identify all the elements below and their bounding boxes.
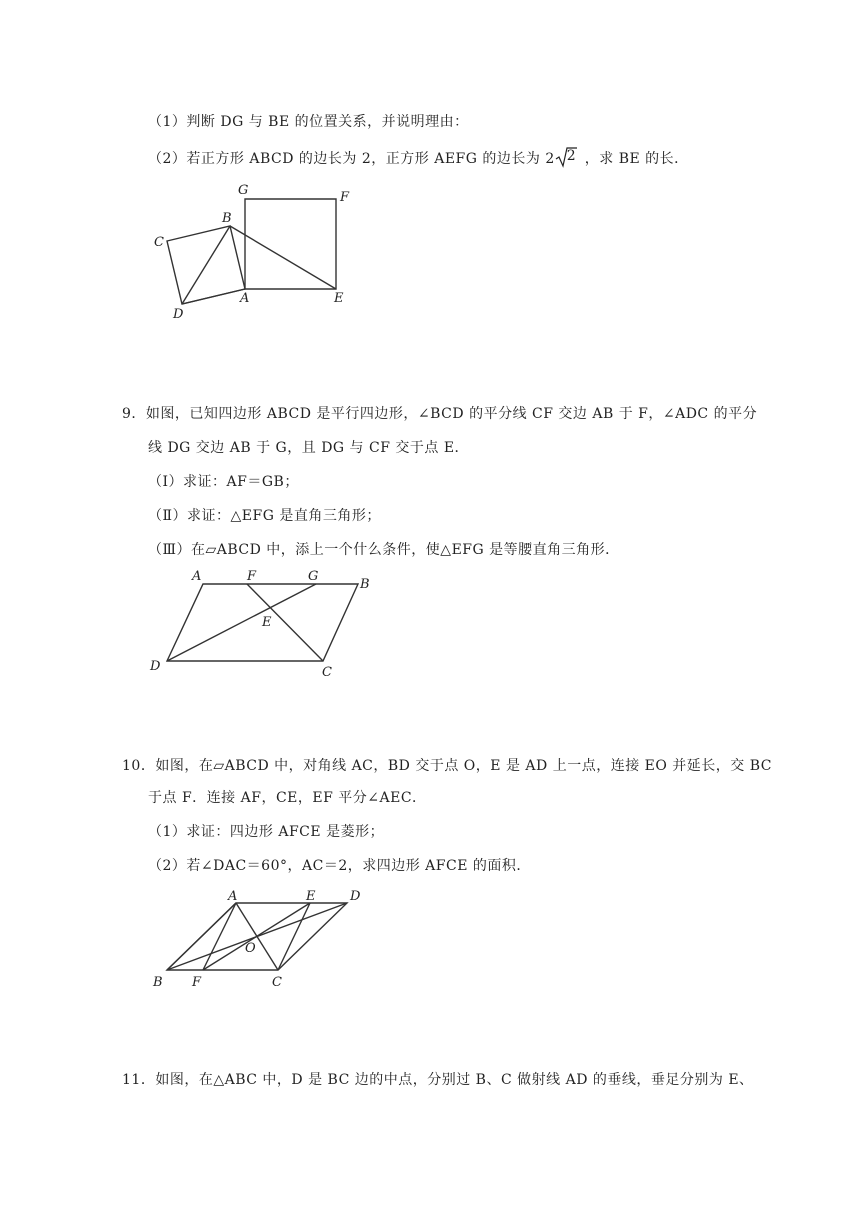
q9-part3: （Ⅲ）在▱ABCD 中，添上一个什么条件，使△EFG 是等腰直角三角形． <box>148 542 620 558</box>
q8-part2-tail: ，求 BE 的长． <box>584 151 689 167</box>
label-e: E <box>334 291 344 306</box>
sqrt-symbol <box>555 146 577 169</box>
q10-figure <box>145 880 385 995</box>
q9-line2: 线 DG 交边 AB 于 G，且 DG 与 CF 交于点 E． <box>148 440 470 456</box>
label-a: A <box>192 569 202 584</box>
label-d: D <box>173 307 184 322</box>
label-a: A <box>240 291 250 306</box>
segment-be <box>230 226 336 289</box>
label-c: C <box>154 235 164 250</box>
square-aefg <box>245 199 336 289</box>
label-b: B <box>222 211 232 226</box>
sqrt-radicand: 2 <box>566 148 577 164</box>
label-o: O <box>245 941 256 956</box>
segment-bd <box>182 226 230 304</box>
q10-line2: 于点 F．连接 AF，CE，EF 平分∠AEC． <box>148 790 427 806</box>
segment-ab <box>167 903 236 970</box>
q9-line1: 9．如图，已知四边形 ABCD 是平行四边形，∠BCD 的平分线 CF 交边 AB 于 F，∠ADC 的平分 <box>122 406 758 422</box>
label-e: E <box>306 889 316 904</box>
label-g: G <box>238 183 249 198</box>
segment-dg <box>167 584 316 661</box>
label-f: F <box>192 975 202 990</box>
label-d: D <box>150 659 161 674</box>
label-c: C <box>322 665 332 680</box>
segment-dg <box>182 289 245 304</box>
label-a: A <box>228 889 238 904</box>
label-c: C <box>272 975 282 990</box>
label-b: B <box>153 975 163 990</box>
label-b: B <box>360 577 370 592</box>
q10-part2: （2）若∠DAC＝60°，AC＝2，求四边形 AFCE 的面积． <box>148 858 531 874</box>
q8-part2-text: （2）若正方形 ABCD 的边长为 2，正方形 AEFG 的边长为 2 <box>148 151 555 167</box>
q9-part1: （Ⅰ）求证：AF＝GB； <box>148 474 299 490</box>
q8-part2 <box>148 146 689 169</box>
q10-line1: 10．如图，在▱ABCD 中，对角线 AC，BD 交于点 O，E 是 AD 上一点，连接 EO 并延长，交 BC <box>122 758 773 774</box>
q11-line1: 11．如图，在△ABC 中，D 是 BC 边的中点，分别过 B、C 做射线 AD 的垂线，垂足分别为 E、 <box>122 1072 754 1088</box>
q9-figure <box>145 565 385 680</box>
label-f: F <box>340 190 350 205</box>
segment-cf <box>247 584 323 661</box>
label-e: E <box>262 615 272 630</box>
q8-part1: （1）判断 DG 与 BE 的位置关系，并说明理由： <box>148 114 469 130</box>
label-g: G <box>308 569 319 584</box>
label-d: D <box>350 889 361 904</box>
q10-part1: （1）求证：四边形 AFCE 是菱形； <box>148 824 385 840</box>
q9-part2: （Ⅱ）求证：△EFG 是直角三角形； <box>148 508 381 524</box>
q8-figure <box>150 178 370 328</box>
label-f: F <box>247 569 257 584</box>
